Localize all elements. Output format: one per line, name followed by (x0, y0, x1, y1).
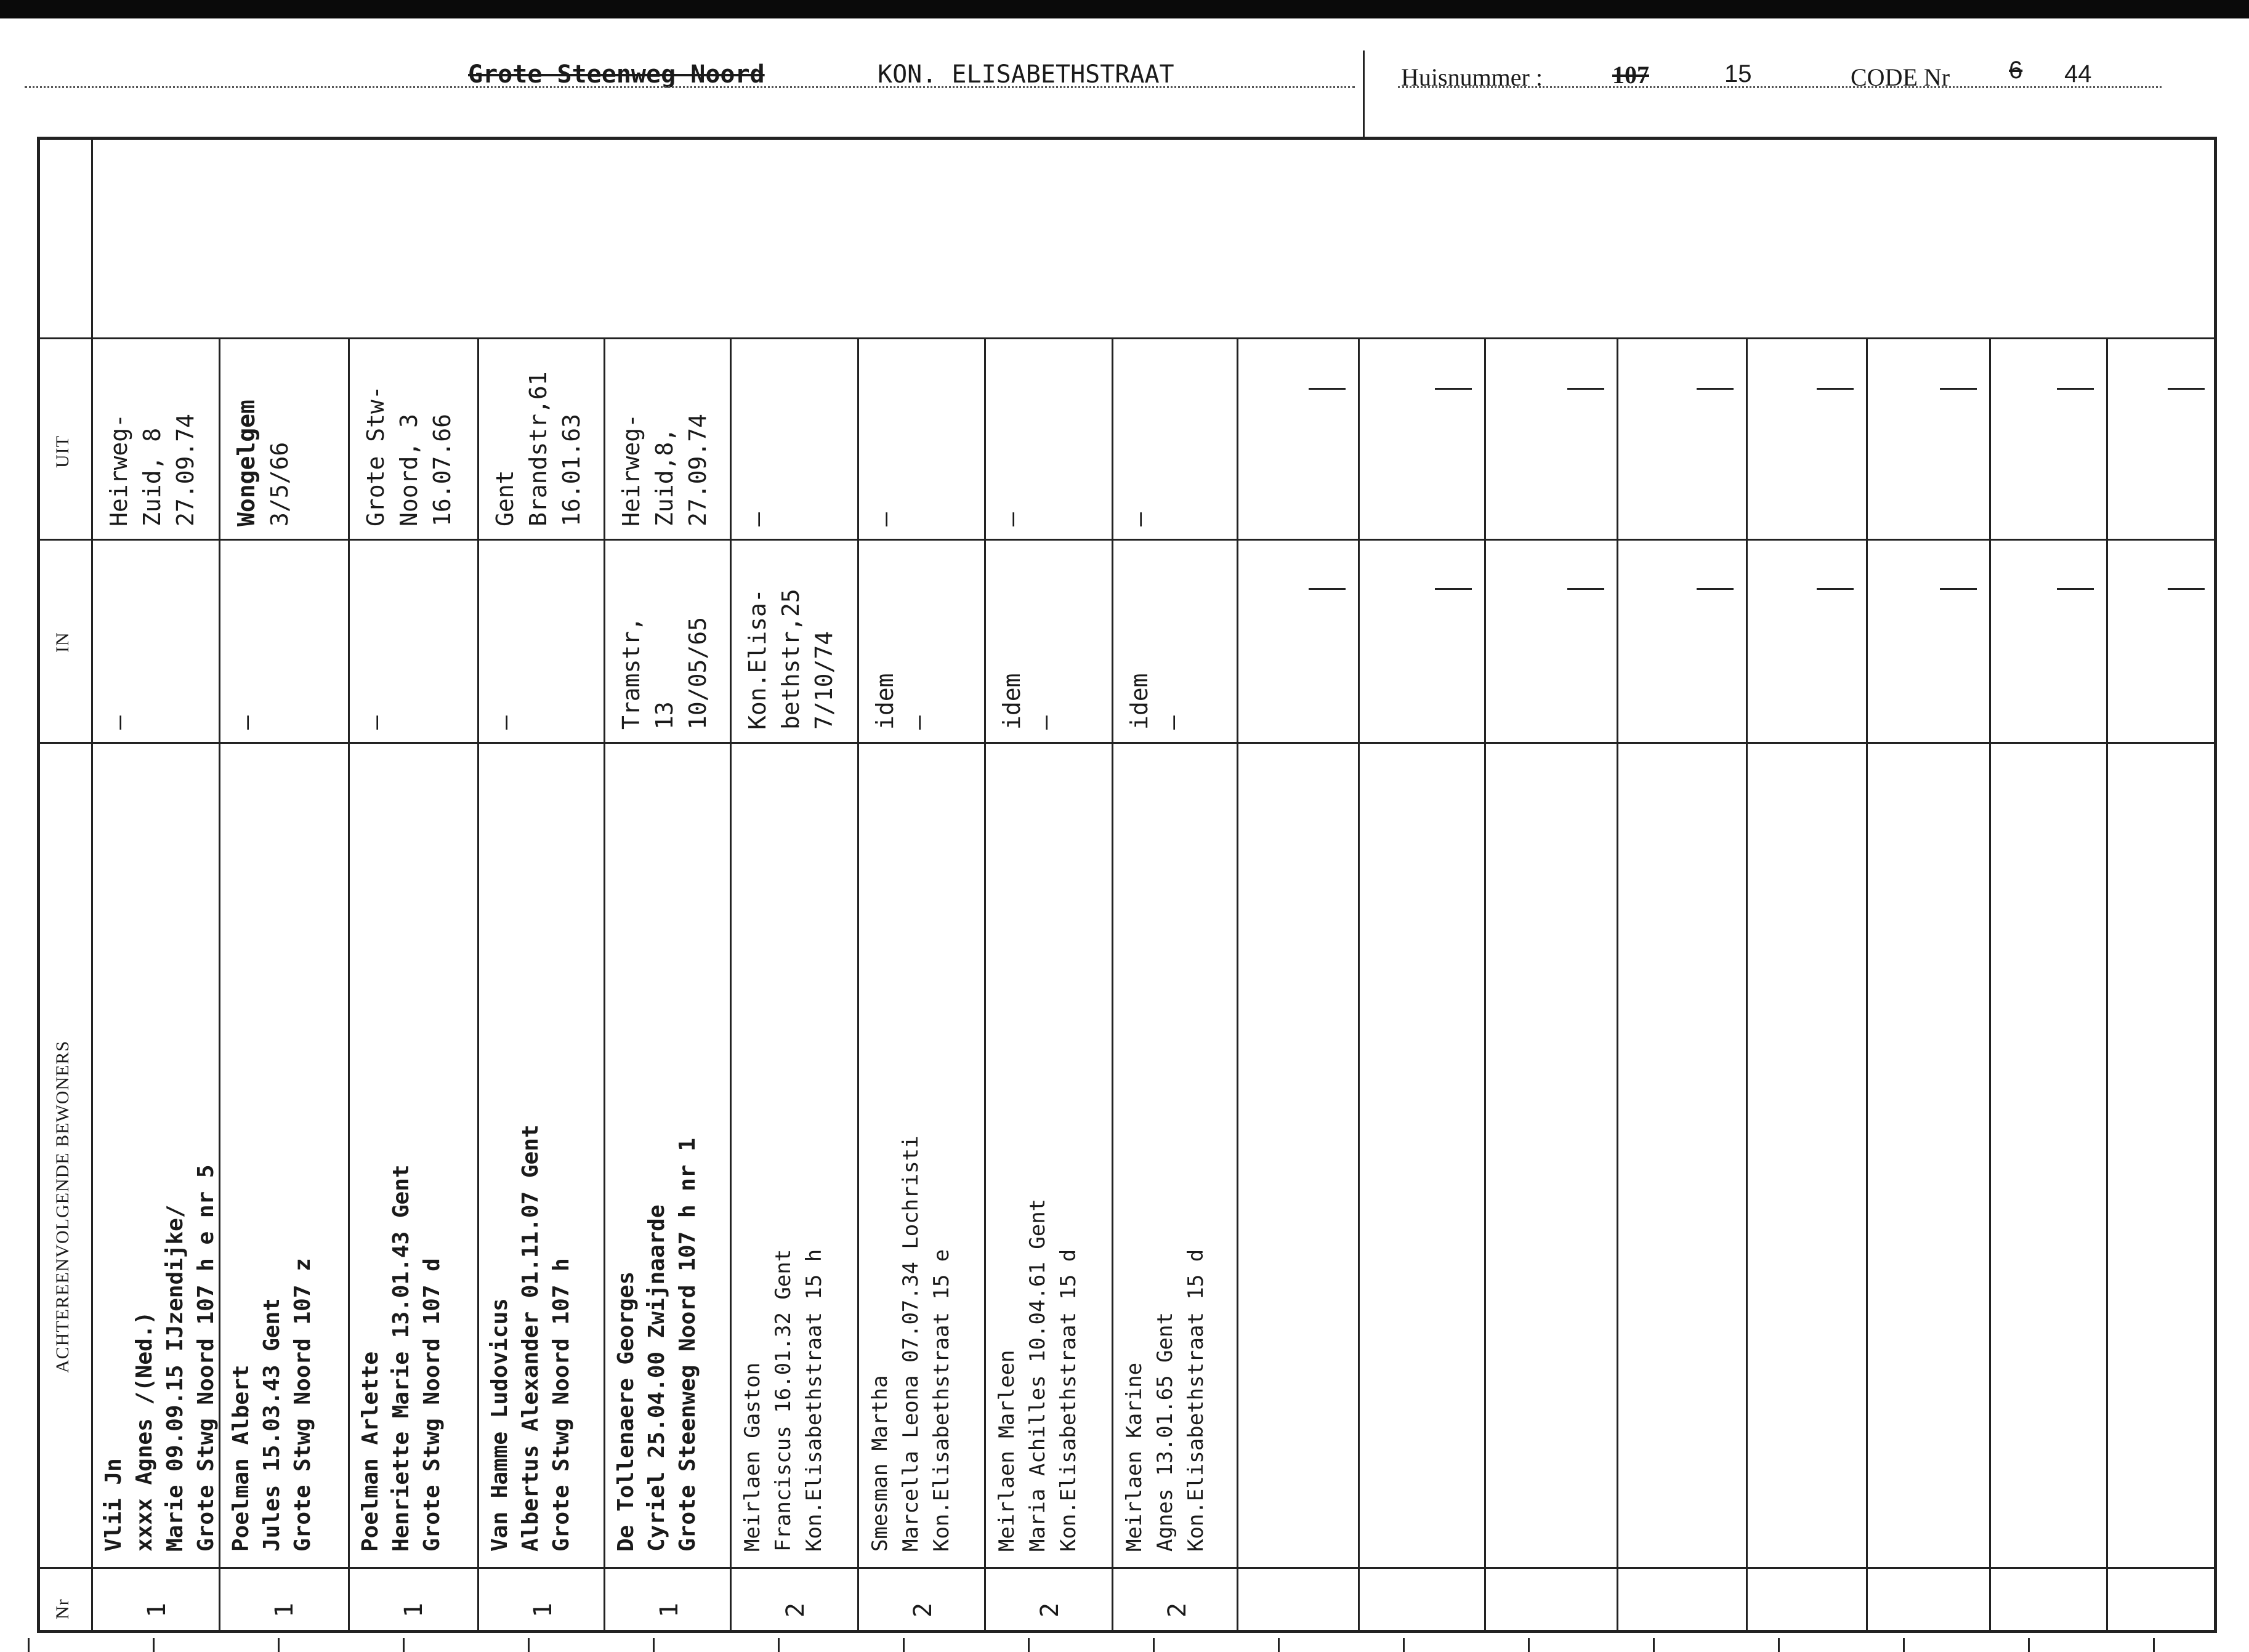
resident-number: 2 (1036, 1602, 1064, 1618)
in-cell (995, 673, 1062, 730)
empty-dash (1697, 388, 1734, 390)
form-edge-tick (903, 1638, 905, 1652)
in-cell (615, 617, 714, 730)
form-edge-tick (153, 1638, 155, 1652)
huisnummer-value: 15 (1724, 60, 1752, 87)
resident-entry (485, 1124, 577, 1552)
resident-line: Kon.Elisabethstraat 15 d (1184, 1249, 1208, 1552)
row-divider-in (37, 539, 2217, 541)
resident-line: De Tollenaere Georges (613, 1271, 639, 1552)
form-edge-tick (1403, 1638, 1405, 1652)
uit-cell (359, 385, 459, 526)
resident-line: Agnes 13.01.65 Gent (1153, 1312, 1177, 1552)
resident-line: Marcella Leona 07.07.34 Lochristi (898, 1135, 923, 1552)
form-edge-tick (1778, 1638, 1780, 1652)
uit-cell (1123, 512, 1156, 526)
empty-dash (2057, 588, 2094, 590)
in-line: — (362, 715, 389, 730)
uit-cell (102, 414, 202, 526)
resident-line: Meirlaen Karine (1122, 1362, 1147, 1552)
uit-line: Grote Stw- (362, 385, 389, 526)
empty-dash (1309, 388, 1346, 390)
in-line: — (1032, 715, 1059, 730)
form-edge-tick (528, 1638, 530, 1652)
form-edge-tick (778, 1638, 780, 1652)
empty-dash (2168, 388, 2205, 390)
empty-dash (1817, 388, 1854, 390)
empty-dash (1309, 588, 1346, 590)
resident-line: Grote Stwg Noord 107 d (419, 1258, 445, 1552)
header-dotted-line (25, 86, 1355, 88)
in-cell (488, 715, 522, 730)
code-old: 6 (2009, 57, 2023, 84)
form-edge-tick (1278, 1638, 1280, 1652)
resident-line: Vlii Jn (101, 1458, 126, 1552)
in-line: — (905, 715, 932, 730)
uit-line: Heirweg- (618, 413, 645, 526)
uit-line: — (998, 512, 1025, 526)
column-divider (730, 337, 732, 1633)
row-divider-uit (37, 337, 2217, 339)
resident-number: 1 (143, 1602, 171, 1618)
header-divider (1363, 50, 1365, 137)
resident-entry (1119, 1249, 1211, 1552)
resident-line: Poelman Arlette (358, 1351, 383, 1552)
column-divider (1989, 337, 1991, 1633)
in-line: — (233, 715, 260, 730)
uit-line: — (1126, 512, 1153, 526)
row-divider-bewoners (37, 742, 2217, 744)
resident-number: 1 (529, 1602, 557, 1618)
resident-number: 1 (270, 1602, 299, 1618)
code-value: 44 (2064, 60, 2092, 87)
uit-line: 27.09.74 (172, 413, 199, 526)
in-line: Kon.Elisa- (744, 589, 771, 730)
uit-line: 27.09.74 (684, 413, 711, 526)
in-line: idem (1126, 673, 1153, 730)
in-cell (102, 715, 135, 730)
column-divider (857, 337, 859, 1633)
resident-line: Grote Stwg Noord 107 h (549, 1258, 574, 1552)
resident-line: Albertus Alexander 01.11.07 Gent (518, 1124, 543, 1552)
uit-cell (741, 512, 774, 526)
column-divider (1866, 337, 1868, 1633)
resident-entry (737, 1249, 830, 1552)
label-bewoners: ACHTEREENVOLGENDE BEWONERS (52, 1040, 73, 1373)
in-cell (1123, 673, 1189, 730)
uit-line: Zuid, 8 (139, 427, 166, 526)
column-divider (984, 337, 986, 1633)
empty-dash (2168, 588, 2205, 590)
empty-dash (1817, 588, 1854, 590)
resident-line: Poelman Albert (228, 1364, 254, 1552)
resident-line: Henriette Marie 13.01.43 Gent (389, 1164, 414, 1552)
resident-line: Kon.Elisabethstraat 15 h (802, 1249, 826, 1552)
in-line: idem (871, 673, 898, 730)
resident-entry (355, 1164, 448, 1552)
resident-line: Kon.Elisabethstraat 15 d (1056, 1249, 1081, 1552)
label-column-divider (91, 137, 93, 1633)
resident-entry (611, 1138, 703, 1552)
column-divider (1237, 337, 1238, 1633)
street-name: KON. ELISABETHSTRAAT (878, 60, 1174, 89)
huisnummer-old: 107 (1612, 61, 1649, 89)
resident-line: Grote Stwg Noord 107 h e nr 5 (193, 1164, 219, 1552)
in-line: bethstr,25 (777, 589, 804, 730)
column-divider (348, 337, 350, 1633)
resident-line: Cyriel 25.04.00 Zwijnaarde (644, 1204, 669, 1552)
column-divider (1484, 337, 1486, 1633)
form-edge-tick (278, 1638, 280, 1652)
empty-dash (1567, 588, 1604, 590)
in-line: — (491, 715, 519, 730)
form-edge-tick (1528, 1638, 1530, 1652)
uit-line: 3/5/66 (266, 441, 293, 526)
in-cell (741, 589, 841, 730)
uit-line: 16.07.66 (429, 413, 456, 526)
form-edge-tick (1653, 1638, 1655, 1652)
resident-line: Marie 09.09.15 IJzendijke/ (163, 1204, 188, 1552)
form-edge-tick (2153, 1638, 2155, 1652)
form-edge-tick (1028, 1638, 1030, 1652)
uit-cell (868, 512, 902, 526)
row-divider-nr (37, 1567, 2217, 1569)
resident-entry (226, 1258, 318, 1552)
column-divider (1746, 337, 1748, 1633)
uit-line: Heirweg- (105, 413, 132, 526)
in-line: — (1159, 715, 1186, 730)
resident-line: Maria Achilles 10.04.61 Gent (1025, 1198, 1050, 1552)
header-dotted-line-right (1398, 86, 2162, 88)
form-edge-tick (653, 1638, 655, 1652)
uit-line: Gent (491, 470, 519, 526)
resident-line: Van Hamme Ludovicus (487, 1298, 512, 1552)
resident-line: Meirlaen Gaston (740, 1362, 765, 1552)
uit-cell (230, 400, 296, 526)
in-cell (359, 715, 392, 730)
huisnummer-label: Huisnummer : (1401, 63, 1543, 91)
in-line: idem (998, 673, 1025, 730)
old-street-name: Grote Steenweg Noord (468, 60, 765, 89)
in-line: 10/05/65 (684, 616, 711, 730)
resident-line: Franciscus 16.01.32 Gent (771, 1249, 796, 1552)
resident-line: Grote Steenweg Noord 107 h nr 1 (675, 1138, 700, 1552)
scan-top-band (0, 0, 2249, 18)
resident-number: 1 (655, 1602, 684, 1618)
uit-line: — (744, 512, 771, 526)
uit-line: 16.01.63 (558, 413, 585, 526)
form-edge-tick (1903, 1638, 1905, 1652)
column-divider (1358, 337, 1360, 1633)
column-divider (2106, 337, 2108, 1633)
resident-line: xxxx Agnes /(Ned.) (132, 1311, 157, 1552)
resident-number: 2 (781, 1602, 810, 1618)
uit-cell (615, 414, 714, 526)
resident-number: 1 (400, 1602, 428, 1618)
empty-dash (1435, 388, 1472, 390)
in-line: — (105, 715, 132, 730)
empty-dash (1567, 388, 1604, 390)
empty-dash (1697, 588, 1734, 590)
form-edge-tick (2028, 1638, 2030, 1652)
form-edge-tick (1153, 1638, 1155, 1652)
in-line: Tramstr, (618, 616, 645, 730)
label-nr: Nr (52, 1598, 73, 1619)
resident-entry (991, 1199, 1084, 1552)
form-edge-tick (403, 1638, 405, 1652)
label-uit: UIT (52, 435, 73, 468)
column-divider (477, 337, 479, 1633)
empty-dash (1435, 588, 1472, 590)
resident-line: Jules 15.03.43 Gent (259, 1298, 285, 1552)
empty-dash (2057, 388, 2094, 390)
uit-line: Noord, 3 (395, 413, 422, 526)
resident-number: 2 (1163, 1602, 1192, 1618)
in-cell (230, 715, 263, 730)
code-label: CODE Nr (1851, 63, 1950, 91)
uit-cell (488, 371, 588, 526)
empty-dash (1940, 588, 1977, 590)
resident-line: Kon.Elisabethstraat 15 e (929, 1249, 954, 1552)
label-in: IN (52, 632, 73, 653)
column-divider (604, 337, 605, 1633)
resident-line: Smesman Martha (868, 1375, 892, 1552)
uit-line: — (871, 512, 898, 526)
resident-entry (99, 1164, 222, 1552)
resident-number: 2 (909, 1602, 937, 1618)
resident-line: Grote Stwg Noord 107 z (290, 1258, 315, 1552)
empty-dash (1940, 388, 1977, 390)
in-cell (868, 673, 935, 730)
column-divider (1617, 337, 1618, 1633)
in-line: 7/10/74 (810, 631, 838, 730)
form-edge-tick (28, 1638, 30, 1652)
in-line: 13 (651, 701, 678, 730)
uit-line: Zuid,8, (651, 427, 678, 526)
uit-line: Brandstr,61 (525, 371, 552, 526)
column-divider (1112, 337, 1113, 1633)
uit-line: Wongelgem (233, 400, 260, 526)
resident-line: Meirlaen Marleen (995, 1350, 1019, 1552)
uit-cell (995, 512, 1028, 526)
resident-entry (865, 1135, 957, 1552)
